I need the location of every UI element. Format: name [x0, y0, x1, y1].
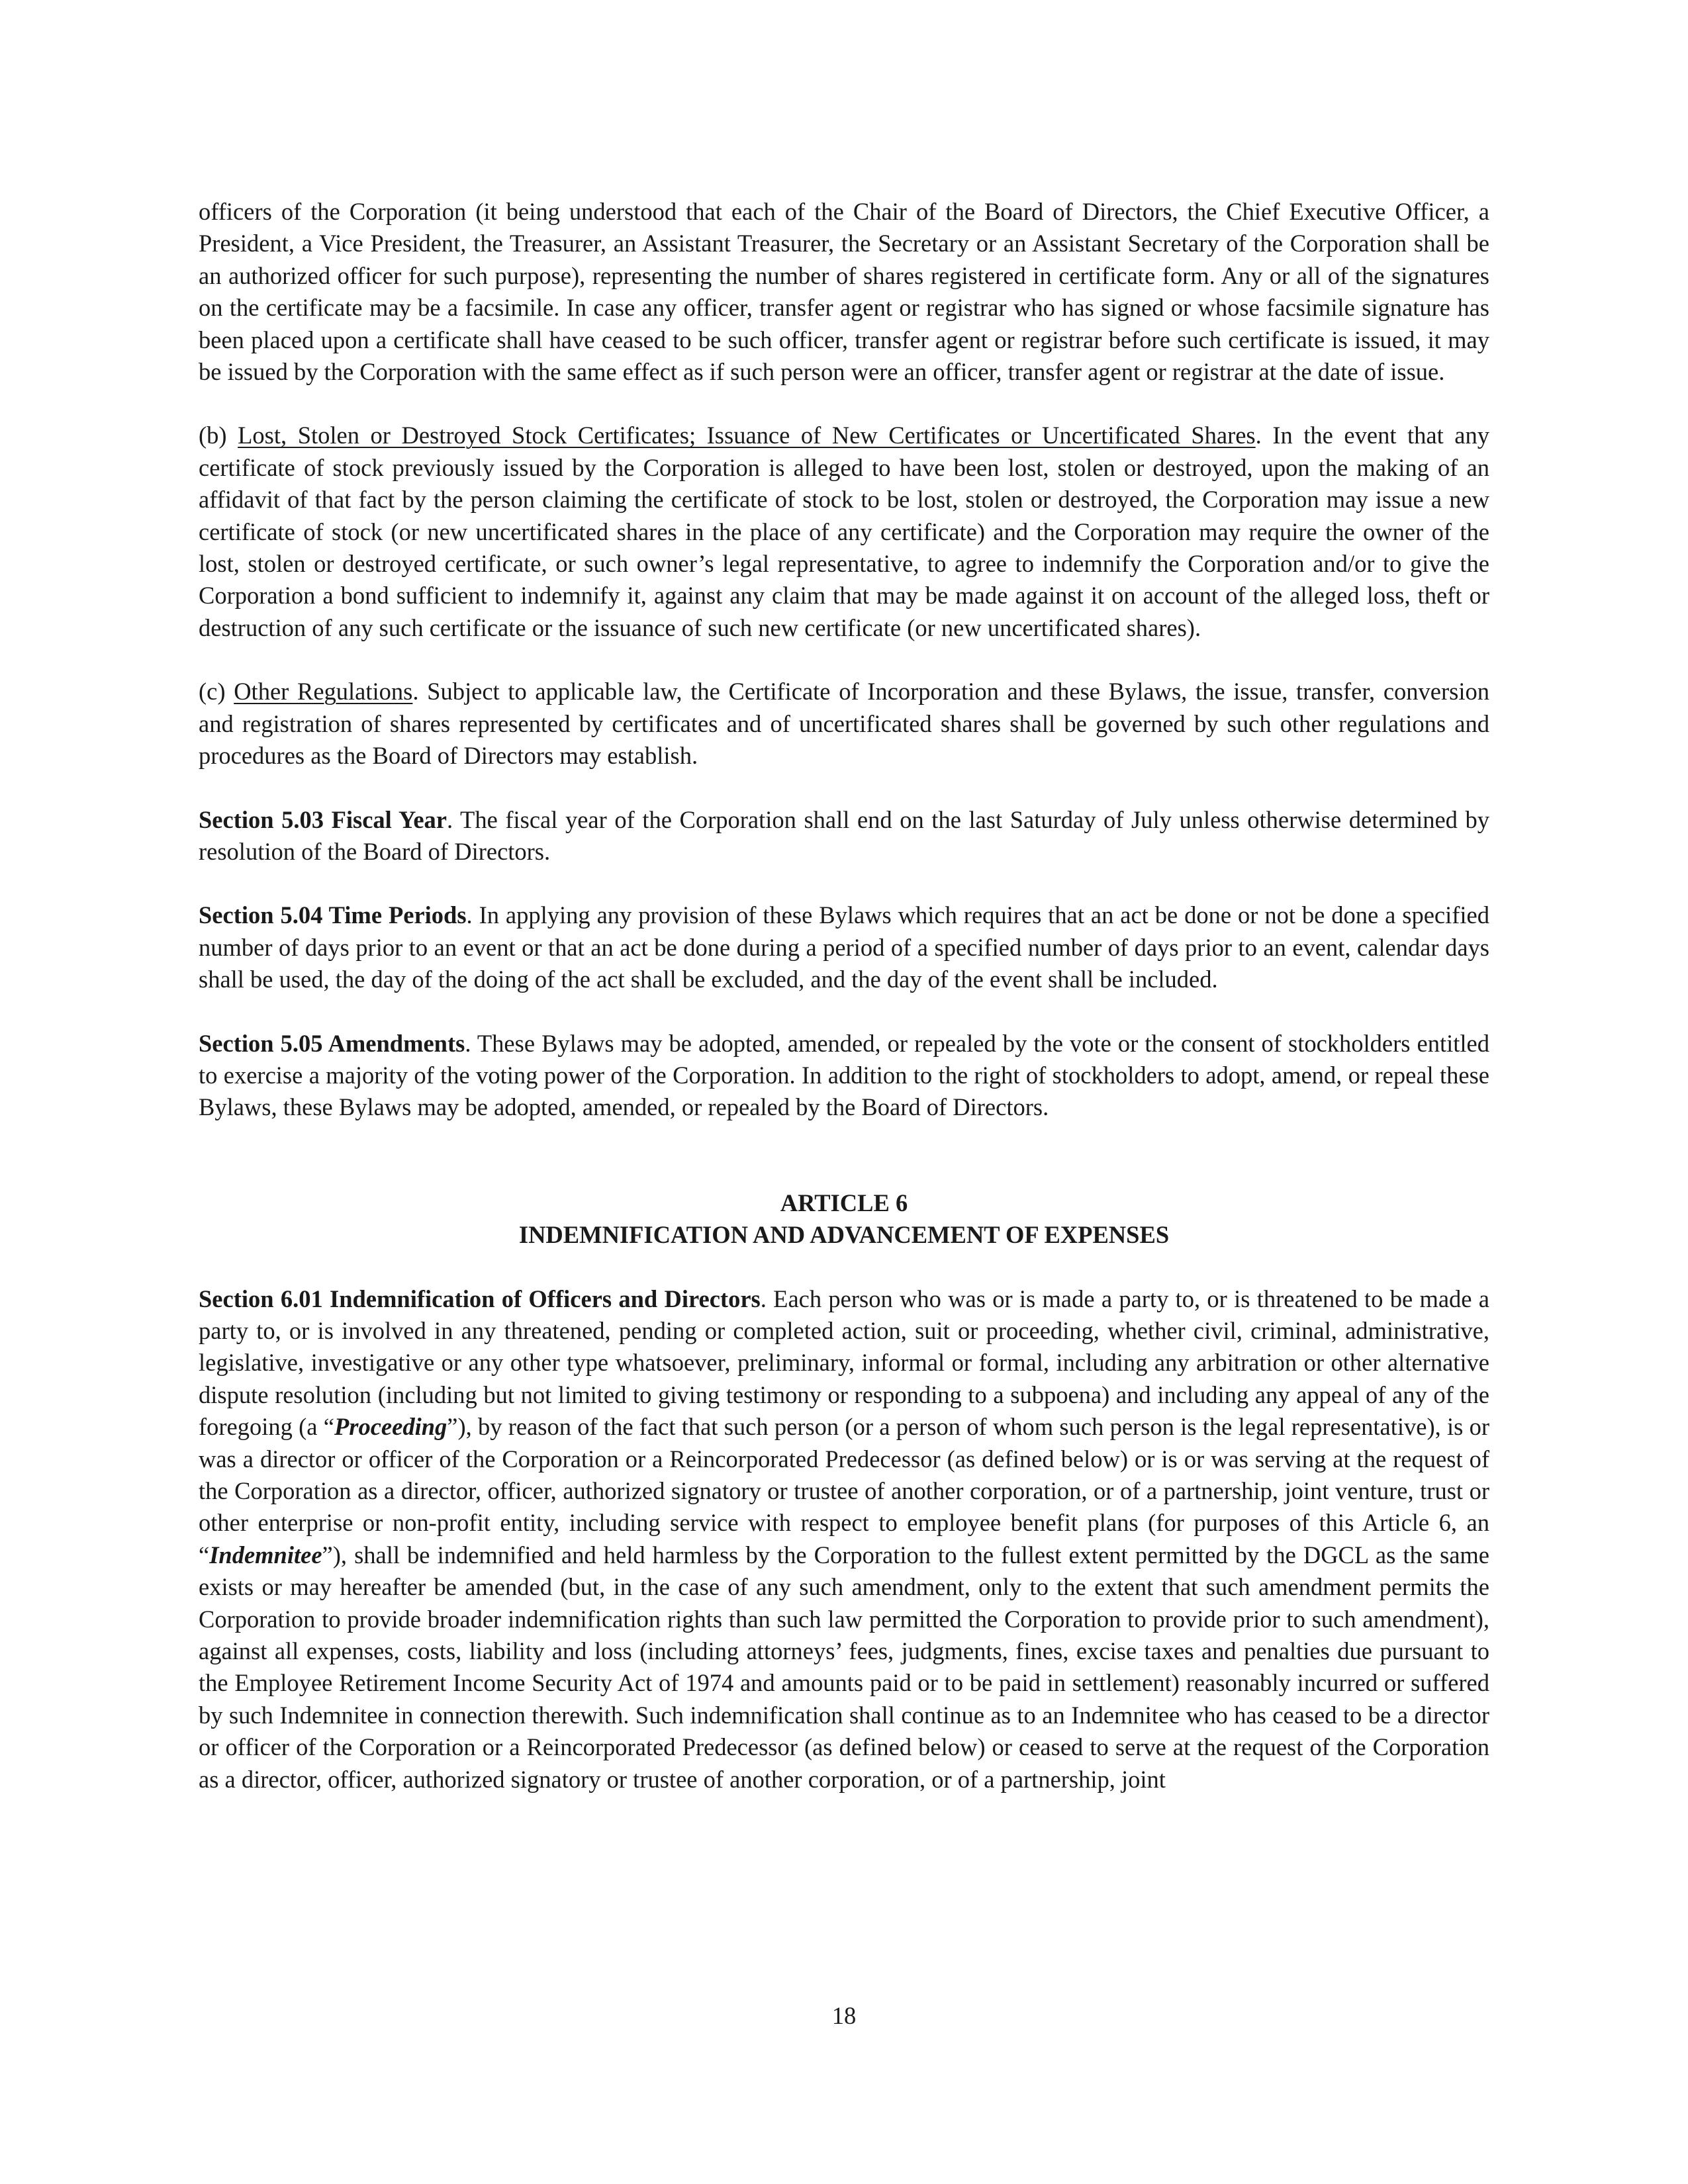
- section-5-03-heading: Section 5.03 Fiscal Year: [199, 805, 447, 833]
- article-title: INDEMNIFICATION AND ADVANCEMENT OF EXPENSES: [518, 1221, 1170, 1249]
- article-heading: [199, 1187, 1489, 1251]
- section-5-04: Section 5.04 Time Periods. In applying any provision of these Bylaws which requires that an act be done or not be done a specified number of days prior to an event or that an act be done during a period of a specified number of days prior to an event, calendar days shall be used, the day of the doing of the act shall be excluded, and the day of the event shall be included.: [199, 901, 1489, 993]
- document-body: [199, 196, 1489, 1827]
- article-number: ARTICLE 6: [780, 1189, 908, 1216]
- paragraph-continuation: officers of the Corporation (it being understood that each of the Chair of the Board of Directors, the Chief Executive Officer, a President, a Vice President, the Treasurer, an Assistant Treasurer, the Secretary or an Assistant Secretary of the Corporation shall be an authorized officer for such purpose), representing the number of shares registered in certificate form. Any or all of the signatures on the certificate may be a facsimile. In case any officer, transfer agent or registrar who has signed or whose facsimile signature has been placed upon a certificate shall have ceased to be such officer, transfer agent or registrar before such certificate is issued, it may be issued by the Corporation with the same effect as if such person were an officer, transfer agent or registrar at the date of issue.: [199, 198, 1489, 386]
- paragraph-c-other-regulations: (c) Other Regulations. Subject to applicable law, the Certificate of Incorporation and these Bylaws, the issue, transfer, conversion and registration of shares represented by certificates and of uncertificated shares shall be governed by such other regulations and procedures as the Board of Directors may establish.: [199, 678, 1490, 770]
- section-5-05: Section 5.05 Amendments. These Bylaws may be adopted, amended, or repealed by the vote or the consent of stockholders entitled to exercise a majority of the voting power of the Corporation. In addition to the right of stockholders to adopt, amend, or repeal these Bylaws, these Bylaws may be adopted, amended, or repealed by the Board of Directors.: [199, 1029, 1490, 1121]
- paragraph-b-lost-certificates: (b) Lost, Stolen or Destroyed Stock Certificates; Issuance of New Certificates or Uncertificated Shares. In the event that any certificate of stock previously issued by the Corporation is alleged to have been lost, stolen or destroyed, upon the making of an affidavit of that fact by the person claiming the certificate of stock to be lost, stolen or destroyed, the Corporation may issue a new certificate of stock (or new uncertificated shares in the place of any certificate) and the Corporation may require the owner of the lost, stolen or destroyed certificate, or such owner’s legal representative, to agree to indemnify the Corporation and/or to give the Corporation a bond sufficient to indemnify it, against any claim that may be made against it on account of the alleged loss, theft or destruction of any such certificate or the issuance of such new certificate (or new uncertificated shares).: [199, 422, 1489, 641]
- defined-term-indemnitee: Indemnitee: [209, 1541, 322, 1569]
- defined-term-proceeding: Proceeding: [334, 1413, 447, 1441]
- section-6-01-heading: Section 6.01 Indemnification of Officers and Directors: [199, 1285, 761, 1312]
- section-5-03: Section 5.03 Fiscal Year. The fiscal year of the Corporation shall end on the last Saturday of July unless otherwise determined by resolution of the Board of Directors.: [199, 805, 1489, 865]
- section-6-01: Section 6.01 Indemnification of Officers and Directors. Each person who was or is made a party to, or is threatened to be made a party to, or is involved in any threatened, pending or completed action, suit or proceeding, whether civil, criminal, administrative, legislative, investigative or any other type whatsoever, preliminary, informal or formal, including any arbitration or other alternative dispute resolution (including but not limited to giving testimony or responding to a subpoena) and including any appeal of any of the foregoing (a “Proceeding”), by reason of the fact that such person (or a person of whom such person is the legal representative), is or was a director or officer of the Corporation or a Reincorporated Predecessor (as defined below) or is or was serving at the request of the Corporation as a director, officer, authorized signatory or trustee of another corporation, or of a partnership, joint venture, trust or other enterprise or non-profit entity, including service with respect to employee benefit plans (for purposes of this Article 6, an “Indemnitee”), shall be indemnified and held harmless by the Corporation to the fullest extent permitted by the DGCL as the same exists or may hereafter be amended (but, in the case of any such amendment, only to the extent that such amendment permits the Corporation to provide broader indemnification rights than such law permitted the Corporation to provide prior to such amendment), against all expenses, costs, liability and loss (including attorneys’ fees, judgments, fines, excise taxes and penalties due pursuant to the Employee Retirement Income Security Act of 1974 and amounts paid or to be paid in settlement) reasonably incurred or suffered by such Indemnitee in connection therewith. Such indemnification shall continue as to an Indemnitee who has ceased to be a director or officer of the Corporation or a Reincorporated Predecessor (as defined below) or ceased to serve at the request of the Corporation as a director, officer, authorized signatory or trustee of another corporation, or of a partnership, joint: [199, 1285, 1489, 1793]
- section-5-05-heading: Section 5.05 Amendments: [199, 1029, 465, 1057]
- page-number: 18: [831, 2002, 857, 2029]
- paragraph-c-heading: Other Regulations: [234, 678, 413, 705]
- paragraph-b-heading: Lost, Stolen or Destroyed Stock Certificates; Issuance of New Certificates or Uncertificated Shares: [238, 422, 1256, 449]
- section-5-04-heading: Section 5.04 Time Periods: [199, 901, 467, 929]
